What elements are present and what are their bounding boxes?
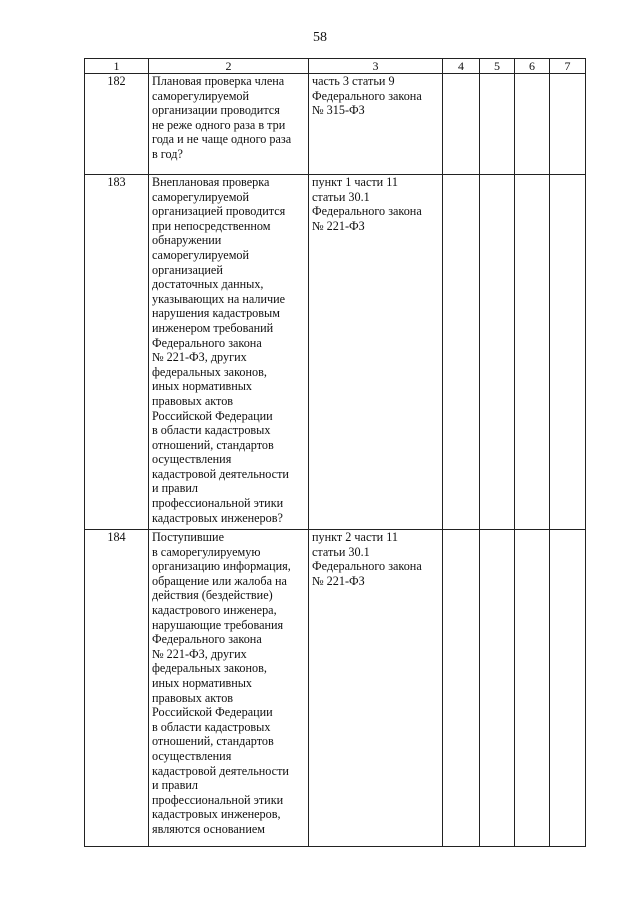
row-number: 184 [85,530,149,847]
row-number: 183 [85,175,149,530]
header-row [85,59,586,74]
answer-cell [480,175,515,530]
table-row [85,175,586,530]
question-cell: Плановая проверка члена саморегулируемой организации проводится не реже одного раза в три года и не чаще одного раза в год? [149,74,309,175]
header-cell: 1 [85,59,149,74]
question-cell: Поступившие в саморегулируемую организацию информация, обращение или жалоба на действия (бездействие) кадастрового инженера, нарушающие требования Федерального закона № 221-ФЗ, других федеральных законов, иных нормативных правовых актов Российской Федерации в области кадастровых отношений, стандартов осуществления кадастровой деятельности и правил профессиональной этики кадастровых инженеров, являются основанием [149,530,309,847]
answer-cell [550,530,586,847]
answer-cell [443,74,480,175]
header-cell: 4 [443,59,480,74]
answer-cell [550,175,586,530]
answer-cell [515,175,550,530]
page-number: 58 [313,30,327,45]
checklist-table [84,58,586,847]
answer-cell [480,74,515,175]
answer-cell [480,530,515,847]
legal-basis-cell: пункт 1 части 11 статьи 30.1 Федерального закона № 221-ФЗ [309,175,443,530]
answer-cell [443,530,480,847]
table-row [85,74,586,175]
header-cell: 5 [480,59,515,74]
row-number: 182 [85,74,149,175]
answer-cell [515,74,550,175]
header-cell: 3 [309,59,443,74]
header-cell: 2 [149,59,309,74]
header-cell: 7 [550,59,586,74]
answer-cell [550,74,586,175]
question-cell: Внеплановая проверка саморегулируемой организацией проводится при непосредственном обнаружении саморегулируемой организацией достаточных данных, указывающих на наличие нарушения кадастровым инженером требований Федерального закона № 221-ФЗ, других федеральных законов, иных нормативных правовых актов Российской Федерации в области кадастровых отношений, стандартов осуществления кадастровой деятельности и правил профессиональной этики кадастровых инженеров? [149,175,309,530]
legal-basis-cell: часть 3 статьи 9 Федерального закона № 315-ФЗ [309,74,443,175]
answer-cell [515,530,550,847]
header-cell: 6 [515,59,550,74]
answer-cell [443,175,480,530]
table-row [85,530,586,847]
legal-basis-cell: пункт 2 части 11 статьи 30.1 Федерального закона № 221-ФЗ [309,530,443,847]
